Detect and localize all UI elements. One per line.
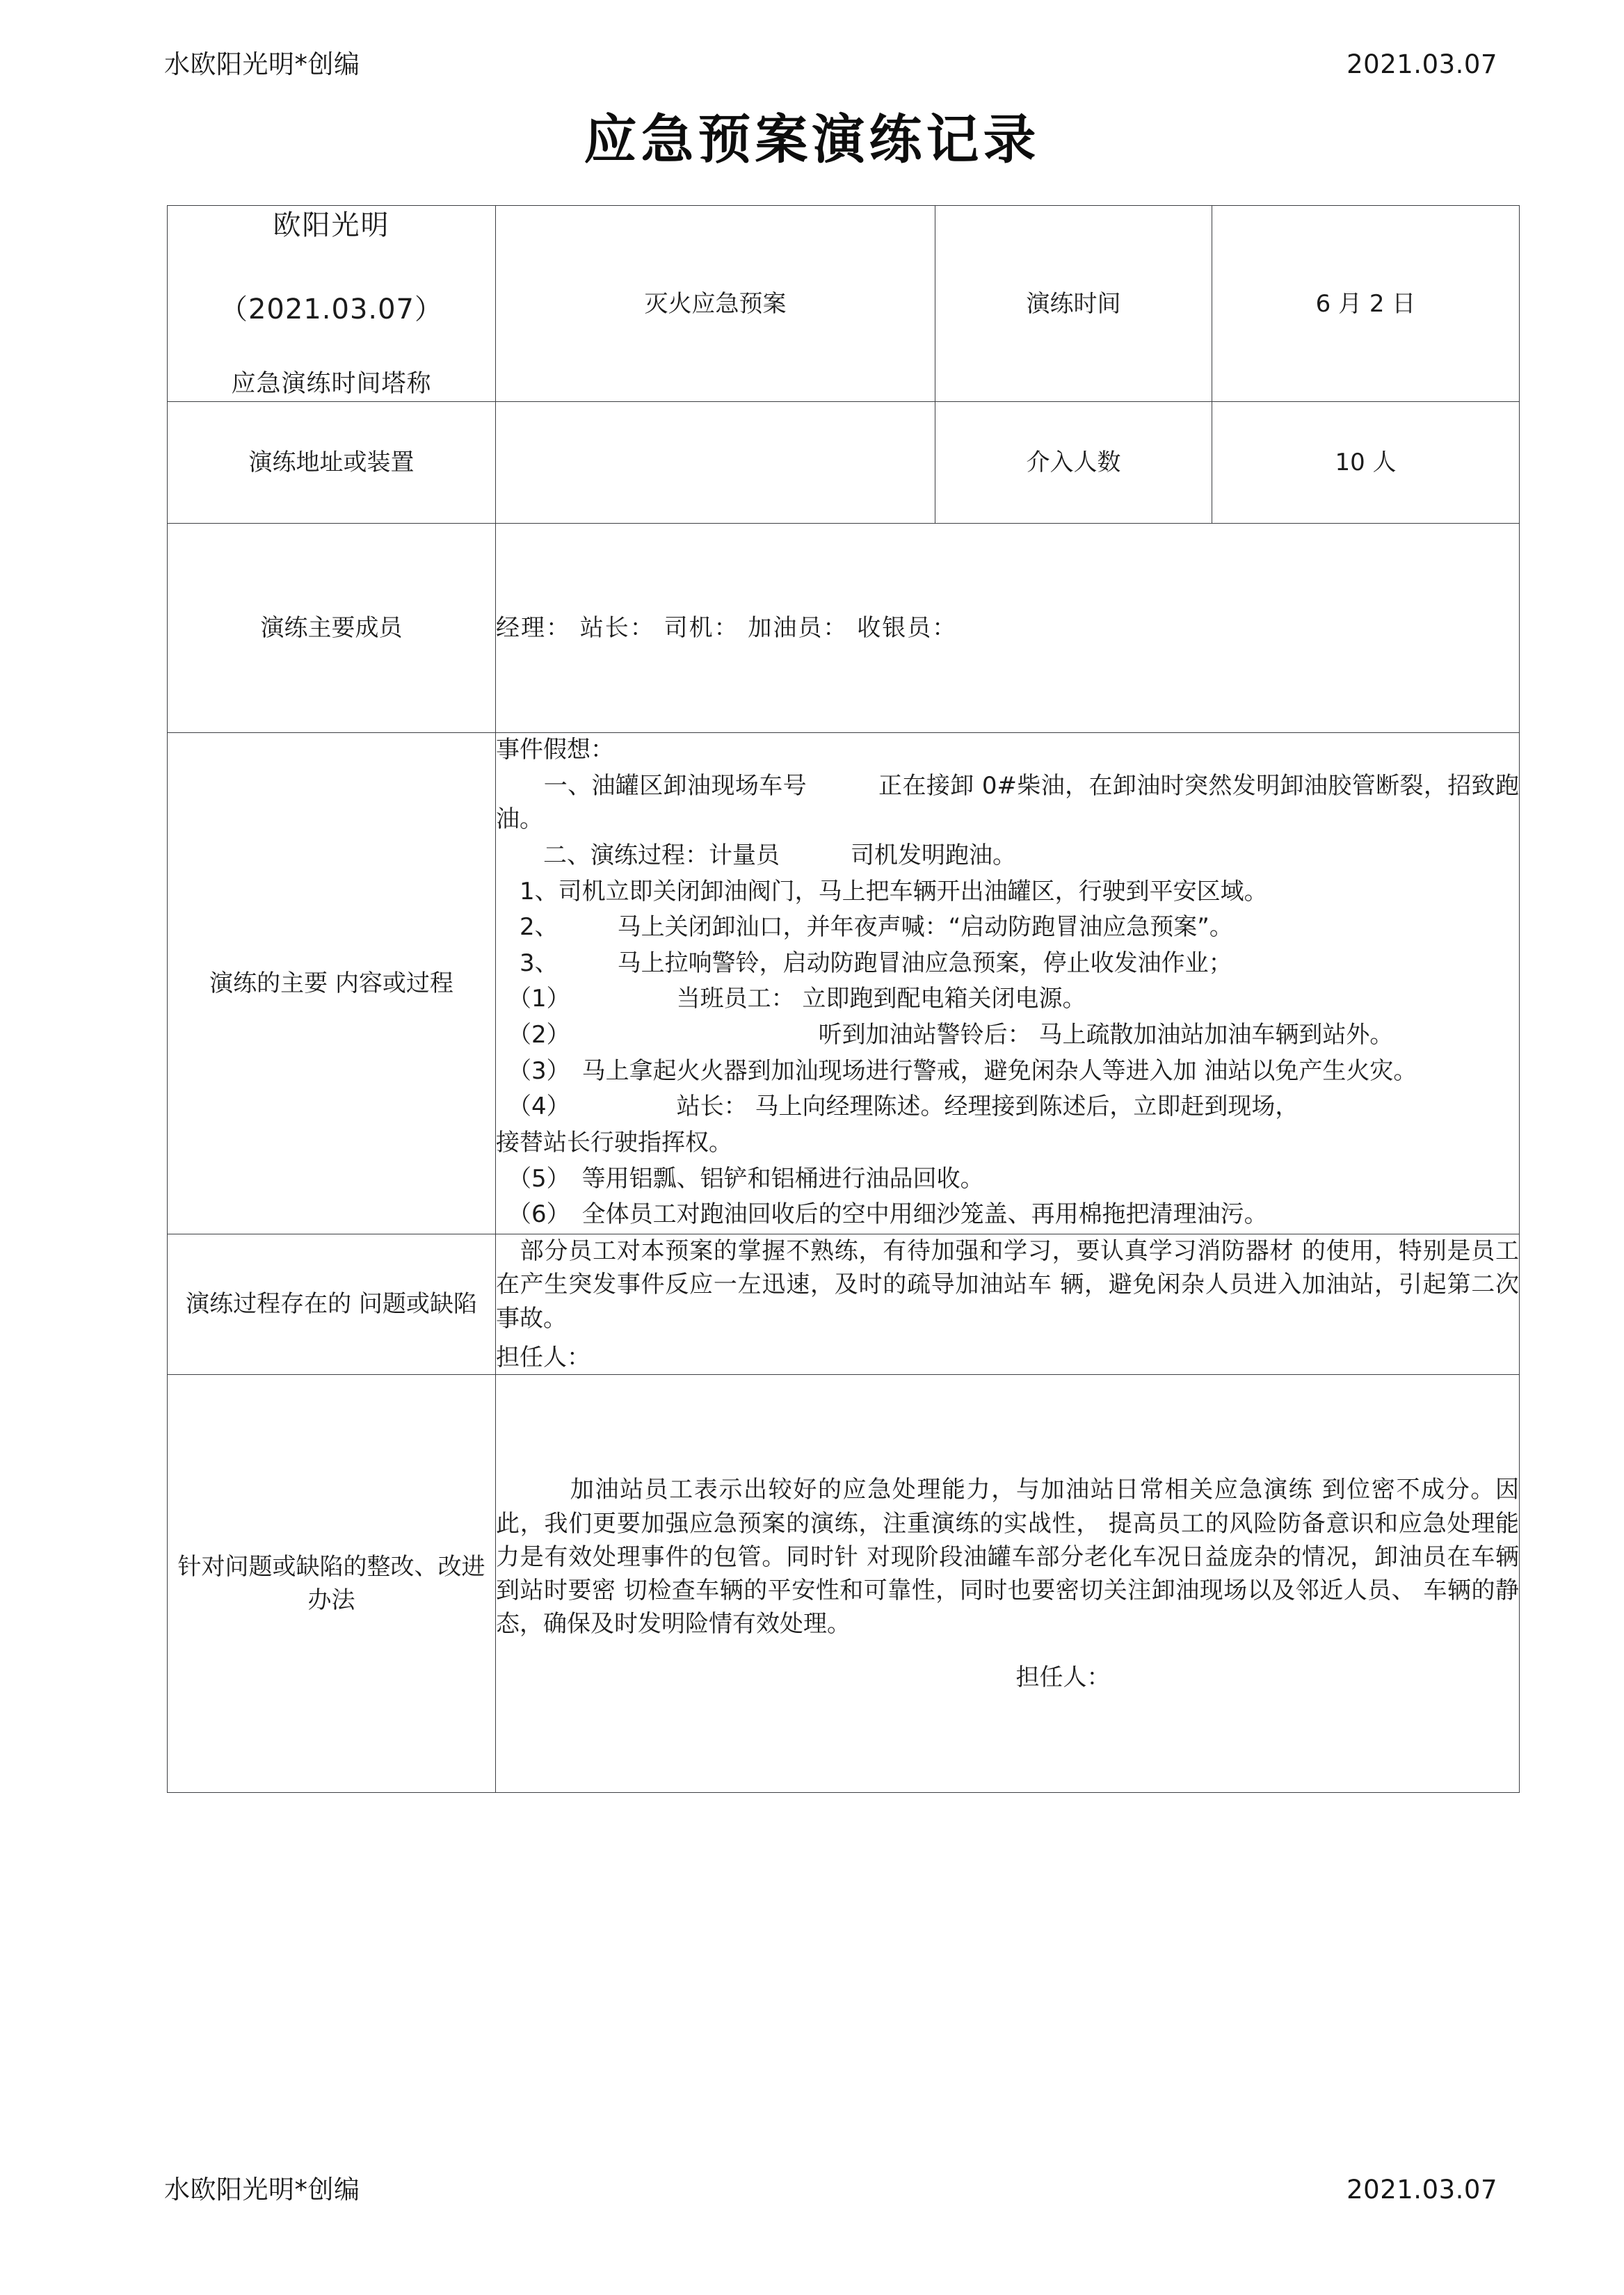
drill-content-line: （6） 全体员工对跑油回收后的空中用细沙笼盖、再用棉拖把清理油污。 xyxy=(496,1200,1268,1229)
drill-content-line: （2） 听到加油站警铃后： 马上疏散加油站加油车辆到站外。 xyxy=(496,1021,1394,1049)
drill-content-line: 二、演练过程：计量员 司机发明跑油。 xyxy=(496,841,1016,869)
drill-content-line: 一、油罐区卸油现场车号 正在接卸 0#柴油，在卸油时突然发明卸油胶管断裂，招致跑油。 xyxy=(496,771,1519,834)
table-row xyxy=(168,1234,1520,1375)
participant-count-value: 10 人 xyxy=(1212,402,1520,524)
table-row xyxy=(168,1375,1520,1793)
table-row xyxy=(168,733,1520,1234)
author-name: 欧阳光明 xyxy=(273,209,390,241)
improvement-signature: 担任人： xyxy=(1015,1663,1111,1691)
drill-problems-signature: 担任人： xyxy=(496,1343,590,1371)
row-plan-label-cell xyxy=(168,206,496,402)
participant-count-label: 介入人数 xyxy=(935,402,1212,524)
drill-location-label: 演练地址或装置 xyxy=(168,402,496,524)
footer-left-text: 水欧阳光明*创编 xyxy=(164,2175,360,2205)
drill-time-name-label: 应急演练时间塔称 xyxy=(231,369,432,398)
drill-content-line: 1、司机立即关闭卸油阀门，马上把车辆开出油罐区，行驶到平安区域。 xyxy=(496,877,1268,905)
drill-problems-label: 演练过程存在的 问题或缺陷 xyxy=(168,1234,496,1375)
drill-content-line: 接替站长行驶指挥权。 xyxy=(496,1129,732,1157)
footer-date: 2021.03.07 xyxy=(1346,2175,1497,2205)
page-footer xyxy=(164,2168,1517,2206)
main-members-label: 演练主要成员 xyxy=(168,524,496,733)
drill-content-body xyxy=(496,733,1520,1234)
drill-time-value: 6 月 2 日 xyxy=(1212,206,1520,402)
drill-content-line: （4） 站长： 马上向经理陈述。经理接到陈述后，立即赶到现场， xyxy=(496,1093,1299,1121)
drill-content-line: 事件假想： xyxy=(496,736,614,764)
drill-content-line: （5） 等用铝瓢、铝铲和铝桶进行油品回收。 xyxy=(496,1164,984,1193)
drill-record-table xyxy=(167,205,1520,1793)
drill-location-value xyxy=(496,402,935,524)
author-date: （2021.03.07） xyxy=(219,293,444,325)
drill-content-line: 3、 马上拉响警铃，启动防跑冒油应急预案，停止收发油作业； xyxy=(496,949,1232,977)
table-row xyxy=(168,524,1520,733)
plan-name-value: 灭火应急预案 xyxy=(496,206,935,402)
page-header xyxy=(164,43,1517,81)
main-members-value: 经理： 站长： 司机： 加油员： 收银员： xyxy=(496,524,1520,733)
drill-problems-body: 部分员工对本预案的掌握不熟练，有待加强和学习，要认真学习消防器材 的使用，特别是员工在产生突发事件反应一左迅速，及时的疏导加油站车 辆，避免闲杂人员进入加油站，引起第二次事故。 xyxy=(496,1237,1519,1332)
drill-content-label: 演练的主要 内容或过程 xyxy=(168,733,496,1234)
drill-time-label: 演练时间 xyxy=(935,206,1212,402)
drill-content-line: （1） 当班员工： 立即跑到配电箱关闭电源。 xyxy=(496,985,1086,1013)
drill-content-line: （3） 马上拿起火火器到加汕现场进行警戒，避免闲杂人等进入加 油站以免产生火灾。 xyxy=(496,1056,1417,1085)
header-left-text: 水欧阳光明*创编 xyxy=(164,49,360,79)
improvement-cell xyxy=(496,1375,1520,1793)
drill-problems-cell xyxy=(496,1234,1520,1375)
table-row xyxy=(168,402,1520,524)
table-row xyxy=(168,206,1520,402)
page-title: 应急预案演练记录 xyxy=(584,108,1040,170)
drill-content-line: 2、 马上关闭卸汕口，并年夜声喊：“启动防跑冒油应急预案”。 xyxy=(496,913,1233,942)
improvement-label: 针对问题或缺陷的整改、改进办法 xyxy=(168,1375,496,1793)
improvement-body: 加油站员工表示出较好的应急处理能力，与加油站日常相关应急演练 到位密不成分。因此，我们更要加强应急预案的演练，注重演练的实战性， 提高员工的风险防备意识和应急处理能力是有效处理事件的包管。同时针 对现阶段油罐车部分老化车况日益庞杂的情况，卸油员在车辆到站时要密 切检查车辆的平安性和可靠性，同时也要密切关注卸油现场以及邻近人员、 车辆的静态，确保及时发明险情有效处理。 xyxy=(496,1476,1519,1638)
header-date: 2021.03.07 xyxy=(1346,49,1497,79)
